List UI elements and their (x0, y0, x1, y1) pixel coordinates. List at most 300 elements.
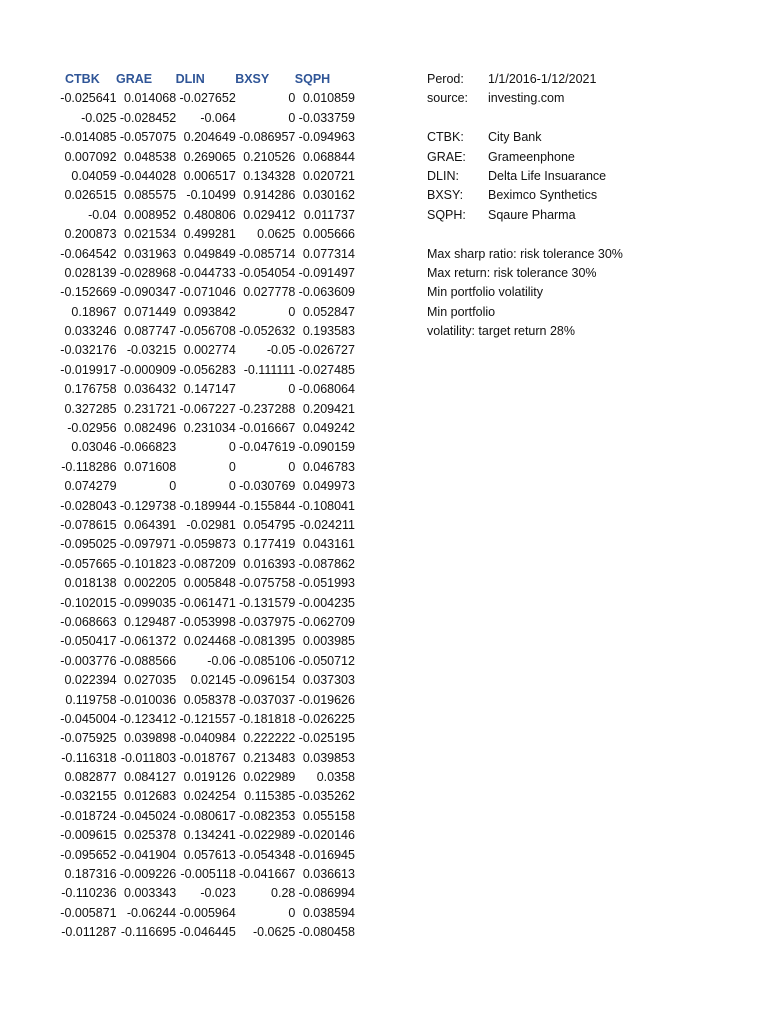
table-cell: 0.147147 (183, 382, 236, 397)
table-cell: -0.096154 (239, 673, 296, 688)
table-row (57, 749, 355, 768)
table-cell: -0.037037 (239, 692, 296, 707)
table-cell: -0.078615 (60, 517, 117, 532)
table-cell: 0.204649 (183, 130, 236, 145)
table-cell: 0.210526 (243, 149, 296, 164)
ticker-row (427, 128, 623, 147)
table-cell: -0.014085 (60, 130, 117, 145)
table-cell: 0.074279 (64, 479, 117, 494)
table-cell: -0.091497 (298, 265, 355, 280)
table-cell: 0.046783 (302, 459, 355, 474)
table-cell: 0.007092 (64, 149, 117, 164)
table-row (57, 671, 355, 690)
table-cell: 0.231034 (183, 421, 236, 436)
returns-table (57, 70, 355, 943)
table-cell: -0.121557 (179, 711, 236, 726)
table-cell: 0.022394 (64, 673, 117, 688)
table-cell: -0.090347 (119, 285, 177, 300)
table-cell: -0.080617 (179, 808, 236, 823)
table-cell: 0.200873 (64, 227, 117, 242)
table-row (57, 322, 355, 341)
table-cell: 0.193583 (302, 324, 355, 339)
table-cell: -0.059873 (179, 537, 236, 552)
table-cell: 0.005848 (183, 576, 236, 591)
table-cell: -0.044028 (119, 168, 177, 183)
table-cell: -0.087862 (298, 556, 355, 571)
table-cell: 0.022989 (243, 770, 296, 785)
table-cell: 0.327285 (64, 401, 117, 416)
table-cell: -0.108041 (298, 498, 355, 513)
table-cell: -0.086957 (239, 130, 296, 145)
table-cell: -0.041904 (119, 847, 177, 862)
table-cell: -0.03215 (126, 343, 177, 358)
table-cell: 0.010859 (302, 91, 355, 106)
table-row (57, 904, 355, 923)
table-cell: -0.045004 (60, 711, 117, 726)
table-cell: -0.101823 (119, 556, 177, 571)
table-cell: 0 (288, 459, 296, 474)
table-row (57, 419, 355, 438)
table-cell: -0.009226 (119, 867, 177, 882)
table-cell: 0.071449 (124, 304, 177, 319)
table-cell: 0.213483 (243, 750, 296, 765)
table-row (57, 555, 355, 574)
table-cell: -0.027485 (298, 362, 355, 377)
table-cell: -0.06244 (126, 905, 177, 920)
table-cell: 0.026515 (64, 188, 117, 203)
table-cell: -0.181818 (239, 711, 296, 726)
note-line: volatility: target return 28% (427, 324, 575, 339)
table-cell: 0.115385 (244, 789, 296, 804)
table-cell: 0 (228, 440, 236, 455)
table-cell: -0.080458 (298, 925, 355, 940)
table-cell: -0.082353 (239, 808, 296, 823)
table-cell: -0.081395 (239, 634, 296, 649)
table-header (57, 70, 355, 89)
table-cell: -0.090159 (298, 440, 355, 455)
table-cell: 0.055158 (302, 808, 355, 823)
table-cell: 0.006517 (183, 168, 236, 183)
table-cell: -0.116695 (120, 925, 177, 940)
table-row (57, 632, 355, 651)
table-cell: -0.094963 (298, 130, 355, 145)
table-cell: 0.014068 (124, 91, 177, 106)
table-cell: -0.063609 (298, 285, 355, 300)
table-cell: -0.050417 (60, 634, 117, 649)
table-cell: 0.176758 (64, 382, 117, 397)
table-row (57, 438, 355, 457)
table-cell: 0.129487 (124, 614, 177, 629)
ticker-key: SQPH: (427, 207, 466, 222)
table-cell: 0.024254 (183, 789, 236, 804)
table-row (57, 846, 355, 865)
table-cell: -0.131579 (239, 595, 296, 610)
table-cell: -0.118286 (61, 459, 117, 474)
table-cell: 0.03046 (71, 440, 117, 455)
table-cell: 0.030162 (302, 188, 355, 203)
table-cell: 0.914286 (243, 188, 296, 203)
ticker-row (427, 206, 623, 225)
table-row (57, 535, 355, 554)
table-cell: -0.189944 (179, 498, 236, 513)
table-cell: -0.062709 (298, 614, 355, 629)
table-cell: -0.095025 (60, 537, 117, 552)
table-cell: -0.061471 (179, 595, 236, 610)
table-cell: 0.020721 (302, 168, 355, 183)
info-panel (427, 70, 623, 341)
meta-key: source: (427, 91, 468, 106)
table-cell: -0.035262 (298, 789, 355, 804)
note-line: Max return: risk tolerance 30% (427, 265, 597, 280)
table-cell: -0.044733 (179, 265, 236, 280)
table-cell: 0.002774 (183, 343, 236, 358)
table-row (57, 691, 355, 710)
table-cell: -0.024211 (299, 517, 355, 532)
table-cell: -0.056283 (179, 362, 236, 377)
table-cell: -0.057075 (119, 130, 177, 145)
table-cell: 0.021534 (124, 227, 177, 242)
table-cell: 0.052847 (302, 304, 355, 319)
table-row (57, 826, 355, 845)
table-cell: 0.005666 (302, 227, 355, 242)
ticker-row (427, 167, 623, 186)
table-cell: 0.029412 (243, 207, 296, 222)
table-cell: -0.0625 (252, 925, 296, 940)
table-row (57, 264, 355, 283)
table-row (57, 574, 355, 593)
table-cell: -0.019917 (60, 362, 117, 377)
table-cell: -0.033759 (298, 110, 355, 125)
table-row (57, 225, 355, 244)
meta-value: 1/1/2016-1/12/2021 (488, 72, 597, 86)
table-row (57, 167, 355, 186)
table-cell: -0.02956 (67, 421, 117, 436)
table-cell: -0.054054 (239, 265, 296, 280)
table-cell: 0 (288, 905, 296, 920)
table-cell: -0.111111 (243, 362, 296, 377)
table-cell: -0.026225 (298, 711, 355, 726)
table-row (57, 303, 355, 322)
table-row (57, 400, 355, 419)
column-header: CTBK (65, 72, 100, 86)
table-cell: -0.088566 (119, 653, 177, 668)
ticker-key: DLIN: (427, 168, 459, 183)
table-cell: 0.187316 (64, 867, 117, 882)
meta-row (427, 89, 623, 108)
table-cell: 0.008952 (124, 207, 177, 222)
table-cell: -0.052632 (239, 324, 296, 339)
ticker-value: Delta Life Insuarance (488, 168, 607, 183)
table-row (57, 341, 355, 360)
table-row (57, 613, 355, 632)
table-cell: 0.02145 (190, 673, 236, 688)
table-cell: 0.018138 (64, 576, 117, 591)
table-cell: 0.231721 (124, 401, 177, 416)
table-cell: -0.023 (200, 886, 236, 901)
table-cell: 0.028139 (64, 265, 117, 280)
table-cell: -0.005118 (180, 867, 236, 882)
table-cell: -0.064 (200, 110, 236, 125)
column-header: BXSY (235, 72, 270, 86)
table-row (57, 710, 355, 729)
meta-value: investing.com (488, 91, 565, 106)
table-cell: -0.068663 (60, 614, 117, 629)
table-cell: -0.102015 (60, 595, 117, 610)
ticker-key: CTBK: (427, 130, 464, 145)
table-cell: 0.003985 (302, 634, 355, 649)
table-cell: 0.04059 (71, 168, 117, 183)
table-cell: -0.064542 (60, 246, 117, 261)
table-body (57, 89, 355, 942)
table-cell: 0 (288, 110, 296, 125)
table-cell: 0.054795 (243, 517, 296, 532)
table-cell: -0.028968 (119, 265, 177, 280)
table-cell: -0.086994 (298, 886, 355, 901)
table-cell: -0.155844 (239, 498, 296, 513)
table-row (57, 458, 355, 477)
table-cell: -0.011287 (61, 925, 117, 940)
ticker-row (427, 148, 623, 167)
note-line: Min portfolio volatility (427, 285, 544, 300)
table-cell: 0.039853 (302, 750, 355, 765)
table-cell: -0.027652 (179, 91, 236, 106)
table-cell: -0.02981 (186, 517, 236, 532)
table-cell: 0.18967 (71, 304, 117, 319)
table-cell: -0.237288 (239, 401, 296, 416)
table-cell: 0 (228, 459, 236, 474)
table-cell: 0.222222 (243, 731, 296, 746)
table-cell: 0.499281 (183, 227, 236, 242)
table-row (57, 652, 355, 671)
table-cell: -0.116318 (61, 750, 117, 765)
ticker-row (427, 186, 623, 205)
table-cell: -0.051993 (298, 576, 355, 591)
table-cell: 0.038594 (302, 905, 355, 920)
table-row (57, 89, 355, 108)
table-row (57, 245, 355, 264)
table-cell: -0.003776 (60, 653, 117, 668)
table-cell: -0.032176 (60, 343, 117, 358)
table-cell: 0.003343 (124, 886, 177, 901)
note-line: Min portfolio (427, 304, 496, 319)
table-cell: 0.036432 (124, 382, 177, 397)
table-cell: 0 (169, 479, 177, 494)
table-cell: 0.064391 (124, 517, 177, 532)
table-cell: -0.075758 (239, 576, 296, 591)
table-cell: -0.123412 (119, 711, 177, 726)
table-cell: -0.028452 (119, 110, 177, 125)
table-cell: -0.018724 (60, 808, 117, 823)
table-cell: 0.031963 (124, 246, 177, 261)
table-cell: 0.093842 (183, 304, 236, 319)
table-cell: -0.032155 (60, 789, 117, 804)
ticker-value: Grameenphone (488, 149, 575, 164)
table-cell: -0.054348 (239, 847, 296, 862)
table-cell: -0.06 (207, 653, 236, 668)
table-cell: -0.068064 (298, 382, 355, 397)
table-cell: 0.037303 (302, 673, 355, 688)
table-cell: -0.053998 (179, 614, 236, 629)
table-cell: 0.027035 (124, 673, 177, 688)
table-cell: 0.084127 (124, 770, 177, 785)
table-cell: -0.067227 (179, 401, 236, 416)
table-row (57, 361, 355, 380)
table-row (57, 923, 355, 942)
table-cell: -0.10499 (186, 188, 236, 203)
column-header: SQPH (294, 72, 331, 86)
table-cell: 0.024468 (183, 634, 236, 649)
column-header: GRAE (116, 72, 153, 86)
table-cell: 0.087747 (124, 324, 177, 339)
table-row (57, 186, 355, 205)
table-cell: 0.025378 (124, 828, 177, 843)
table-cell: -0.011803 (120, 750, 177, 765)
table-cell: 0.036613 (302, 867, 355, 882)
table-row (57, 884, 355, 903)
table-cell: 0.043161 (302, 537, 355, 552)
column-header: DLIN (175, 72, 205, 86)
table-cell: 0.134328 (243, 168, 296, 183)
table-cell: 0.049973 (302, 479, 355, 494)
table-row (57, 807, 355, 826)
table-cell: 0.058378 (183, 692, 236, 707)
table-cell: 0.0358 (316, 770, 355, 785)
spacer (427, 109, 623, 128)
table-cell: -0.061372 (119, 634, 177, 649)
table-cell: -0.016667 (239, 421, 296, 436)
table-cell: -0.010036 (119, 692, 177, 707)
table-cell: -0.040984 (179, 731, 236, 746)
table-cell: -0.057665 (60, 556, 117, 571)
table-cell: -0.004235 (298, 595, 355, 610)
table-cell: 0.082496 (124, 421, 177, 436)
table-row (57, 787, 355, 806)
ticker-value: Sqaure Pharma (488, 207, 576, 222)
table-row (57, 477, 355, 496)
table-cell: -0.071046 (179, 285, 236, 300)
table-cell: 0.269065 (183, 149, 236, 164)
table-cell: -0.095652 (60, 847, 117, 862)
table-cell: -0.087209 (179, 556, 236, 571)
table-cell: 0.177419 (243, 537, 296, 552)
spacer (427, 225, 623, 244)
table-cell: 0.134241 (183, 828, 236, 843)
table-cell: -0.026727 (298, 343, 355, 358)
table-cell: -0.028043 (60, 498, 117, 513)
table-cell: 0.039898 (124, 731, 177, 746)
table-cell: -0.005871 (60, 905, 117, 920)
table-cell: 0.28 (271, 886, 296, 901)
table-cell: 0.011737 (303, 207, 355, 222)
table-cell: -0.05 (266, 343, 296, 358)
table-row (57, 516, 355, 535)
ticker-key: GRAE: (427, 149, 466, 164)
table-cell: -0.019626 (298, 692, 355, 707)
table-row (57, 206, 355, 225)
table-cell: -0.022989 (239, 828, 296, 843)
table-cell: 0.071608 (124, 459, 177, 474)
table-cell: -0.000909 (119, 362, 177, 377)
table-cell: 0.057613 (183, 847, 236, 862)
table-cell: -0.097971 (119, 537, 177, 552)
table-cell: 0.048538 (124, 149, 177, 164)
table-cell: -0.009615 (60, 828, 117, 843)
table-row (57, 148, 355, 167)
table-cell: 0 (288, 91, 296, 106)
table-cell: -0.005964 (179, 905, 236, 920)
table-cell: -0.099035 (119, 595, 177, 610)
table-row (57, 594, 355, 613)
table-cell: 0.049849 (183, 246, 236, 261)
table-cell: 0.077314 (302, 246, 355, 261)
table-row (57, 497, 355, 516)
table-cell: -0.085106 (239, 653, 296, 668)
meta-section (427, 70, 623, 109)
ticker-legend (427, 128, 623, 225)
notes-section (427, 245, 623, 342)
table-row (57, 128, 355, 147)
table-cell: 0 (288, 382, 296, 397)
note-line: Max sharp ratio: risk tolerance 30% (427, 246, 623, 261)
table-row (57, 768, 355, 787)
table-cell: 0.085575 (124, 188, 177, 203)
table-cell: 0.0625 (257, 227, 296, 242)
table-cell: -0.050712 (298, 653, 355, 668)
table-row (57, 283, 355, 302)
table-cell: -0.037975 (239, 614, 296, 629)
ticker-key: BXSY: (427, 188, 464, 203)
table-cell: -0.047619 (239, 440, 296, 455)
table-row (57, 865, 355, 884)
table-cell: -0.041667 (239, 867, 296, 882)
table-row (57, 109, 355, 128)
table-cell: 0.002205 (124, 576, 177, 591)
table-cell: -0.025641 (60, 91, 117, 106)
table-cell: 0.027778 (243, 285, 296, 300)
table-cell: 0 (288, 304, 296, 319)
table-cell: -0.129738 (119, 498, 177, 513)
table-cell: 0.012683 (124, 789, 177, 804)
table-cell: -0.016945 (298, 847, 355, 862)
table-cell: 0.209421 (302, 401, 355, 416)
table-row (57, 380, 355, 399)
table-cell: -0.020146 (298, 828, 355, 843)
table-row (57, 729, 355, 748)
table-cell: -0.110236 (61, 886, 117, 901)
table-cell: -0.152669 (60, 285, 117, 300)
table-cell: -0.075925 (60, 731, 117, 746)
table-cell: -0.025195 (298, 731, 355, 746)
meta-row (427, 70, 623, 89)
table-cell: 0.049242 (302, 421, 355, 436)
meta-key: Perod: (427, 72, 464, 86)
table-cell: 0.019126 (183, 770, 236, 785)
table-cell: 0.033246 (64, 324, 117, 339)
table-cell: -0.066823 (119, 440, 177, 455)
table-cell: -0.025 (81, 110, 117, 125)
ticker-value: City Bank (488, 130, 542, 145)
table-cell: 0.082877 (64, 770, 117, 785)
table-cell: -0.045024 (119, 808, 177, 823)
table-cell: -0.018767 (179, 750, 236, 765)
table-cell: 0.480806 (183, 207, 236, 222)
table-cell: -0.04 (88, 207, 117, 222)
table-cell: 0.119758 (65, 692, 117, 707)
table-cell: 0.016393 (243, 556, 296, 571)
table-cell: 0 (228, 479, 236, 494)
table-cell: -0.085714 (239, 246, 296, 261)
table-cell: -0.046445 (179, 925, 236, 940)
